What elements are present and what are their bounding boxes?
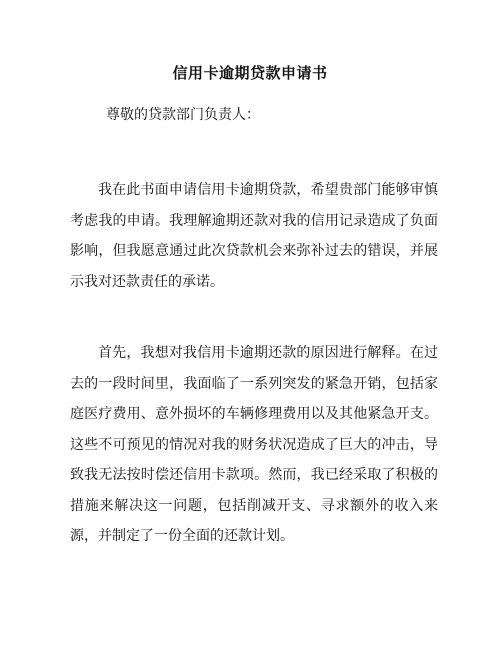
paragraph-2: 首先，我想对我信用卡逾期还款的原因进行解释。在过去的一段时间里，我面临了一系列突发的紧急开销，包括家庭医疗费用、意外损坏的车辆修理费用以及其他紧急开支。这些不可预见的情况对我的财务状况造成了巨大的冲击，导致我无法按时偿还信用卡款项。然而，我已经采取了积极的措施来解决这一问题，包括削减开支、寻求额外的收入来源，并制定了一份全面的还款计划。	[70, 345, 438, 544]
paragraph-1: 我在此书面申请信用卡逾期贷款，希望贵部门能够审慎考虑我的申请。我理解逾期还款对我的信用记录造成了负面影响，但我愿意通过此次贷款机会来弥补过去的错误，并展示我对还款责任的承诺。	[70, 182, 438, 290]
salutation: 尊敬的贷款部门负责人：	[106, 107, 260, 123]
document-title: 信用卡逾期贷款申请书	[172, 64, 328, 82]
